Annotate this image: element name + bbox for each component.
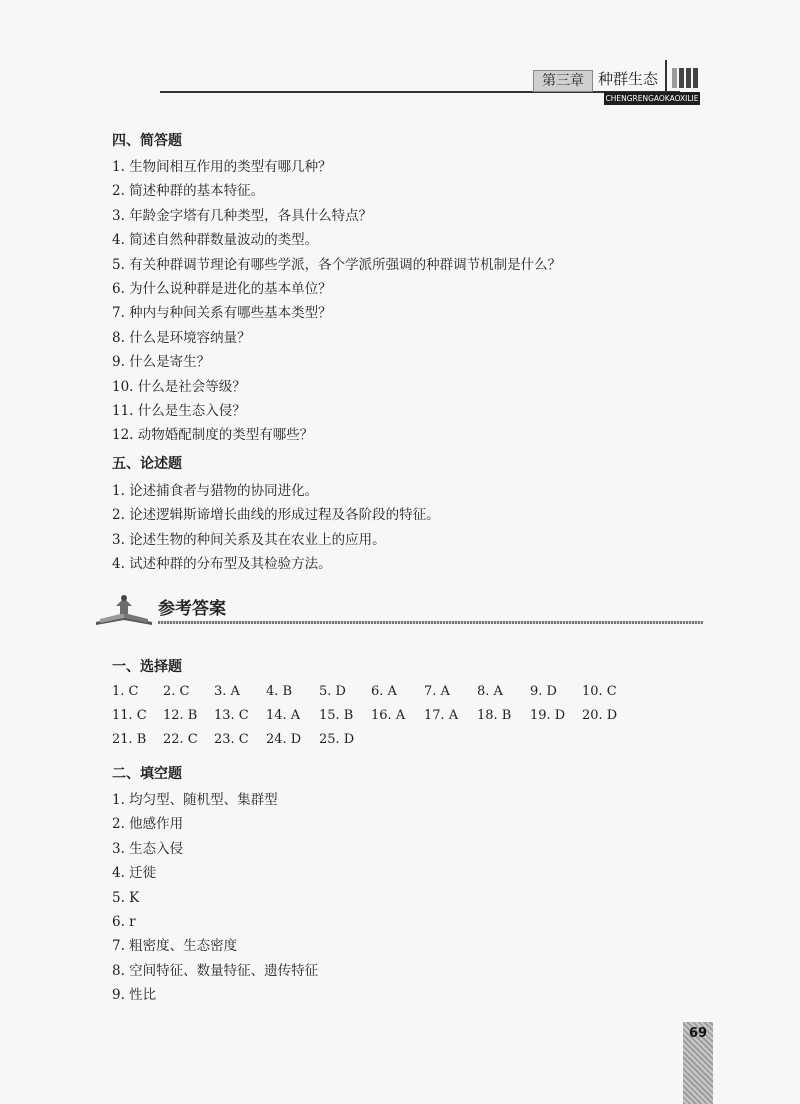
list-item: 12. 动物婚配制度的类型有哪些？ bbox=[112, 427, 314, 444]
list-item: 4. 迁徙 bbox=[112, 865, 157, 882]
list-item: 4. 试述种群的分布型及其检验方法。 bbox=[112, 556, 332, 573]
list-item: 4. 简述自然种群数量波动的类型。 bbox=[112, 232, 319, 249]
essay-list bbox=[112, 479, 440, 577]
list-item: 1. 生物间相互作用的类型有哪几种？ bbox=[112, 159, 332, 175]
choice-answer: 10. C bbox=[582, 684, 617, 699]
page-number: 69 bbox=[688, 1026, 708, 1041]
choice-answer: 25. D bbox=[319, 732, 355, 747]
choice-answer: 8. A bbox=[477, 684, 503, 699]
choice-answer: 2. C bbox=[163, 684, 190, 699]
banner-rule bbox=[158, 621, 703, 624]
choice-answer: 20. D bbox=[582, 708, 618, 723]
list-item: 10. 什么是社会等级？ bbox=[112, 378, 246, 395]
choice-answer: 6. A bbox=[371, 684, 397, 699]
list-item: 3. 生态入侵 bbox=[112, 840, 184, 857]
list-item: 9. 性比 bbox=[112, 987, 157, 1004]
answers-banner bbox=[94, 592, 704, 628]
list-item: 2. 他感作用 bbox=[112, 816, 184, 833]
list-item: 1. 论述捕食者与猎物的协同进化。 bbox=[112, 483, 319, 499]
list-item: 9. 什么是寄生？ bbox=[112, 354, 211, 371]
choice-answer: 17. A bbox=[424, 708, 459, 723]
chapter-title: 种群生态 bbox=[598, 70, 659, 88]
choice-answer: 9. D bbox=[530, 684, 557, 699]
answers-title: 参考答案 bbox=[158, 599, 226, 619]
list-item: 8. 什么是环境容纳量？ bbox=[112, 329, 251, 346]
short-answer-list bbox=[112, 155, 561, 448]
choice-answer: 4. B bbox=[266, 684, 293, 699]
list-item: 7. 种内与种间关系有哪些基本类型？ bbox=[112, 305, 332, 322]
short-answer-heading: 四、简答题 bbox=[112, 133, 182, 149]
choice-heading: 一、选择题 bbox=[112, 659, 182, 675]
choice-answer: 23. C bbox=[214, 732, 249, 747]
choice-answer: 12. B bbox=[163, 708, 198, 723]
list-item: 3. 年龄金字塔有几种类型，各具什么特点？ bbox=[112, 207, 373, 224]
choice-answer: 14. A bbox=[266, 708, 301, 723]
choice-answer: 13. C bbox=[214, 708, 249, 723]
header-bars-decoration bbox=[672, 68, 698, 88]
list-item: 7. 粗密度、生态密度 bbox=[112, 938, 238, 955]
fill-blank-list bbox=[112, 788, 318, 1008]
fill-blank-heading: 二、填空题 bbox=[112, 766, 182, 782]
choice-answer: 18. B bbox=[477, 708, 512, 723]
list-item: 6. 为什么说种群是进化的基本单位？ bbox=[112, 280, 332, 297]
header-rule bbox=[160, 91, 680, 93]
list-item: 5. 有关种群调节理论有哪些学派，各个学派所强调的种群调节机制是什么？ bbox=[112, 256, 562, 273]
list-item: 6. r bbox=[112, 913, 136, 930]
list-item: 5. K bbox=[112, 889, 140, 906]
essay-heading: 五、论述题 bbox=[112, 456, 182, 472]
list-item: 8. 空间特征、数量特征、遗传特征 bbox=[112, 962, 319, 979]
open-book-icon bbox=[94, 592, 156, 628]
list-item: 11. 什么是生态入侵？ bbox=[112, 402, 246, 419]
list-item: 2. 简述种群的基本特征。 bbox=[112, 183, 265, 200]
choice-answer: 21. B bbox=[112, 732, 147, 747]
choice-answer: 15. B bbox=[319, 708, 354, 723]
choice-answer: 5. D bbox=[319, 684, 346, 699]
choice-answer: 3. A bbox=[214, 684, 240, 699]
chapter-tag: 第三章 bbox=[533, 70, 593, 92]
list-item: 3. 论述生物的种间关系及其在农业上的应用。 bbox=[112, 531, 386, 548]
series-pinyin-band: CHENGRENGAOKAOXILIE bbox=[605, 94, 699, 103]
list-item: 1. 均匀型、随机型、集群型 bbox=[112, 792, 278, 808]
list-item: 2. 论述逻辑斯谛增长曲线的形成过程及各阶段的特征。 bbox=[112, 507, 440, 524]
choice-answer: 7. A bbox=[424, 684, 450, 699]
choice-answer: 24. D bbox=[266, 732, 302, 747]
choice-answer: 11. C bbox=[112, 708, 147, 723]
choice-answer: 22. C bbox=[163, 732, 198, 747]
choice-answer: 19. D bbox=[530, 708, 566, 723]
choice-answer: 16. A bbox=[371, 708, 406, 723]
choice-answer: 1. C bbox=[112, 684, 139, 699]
